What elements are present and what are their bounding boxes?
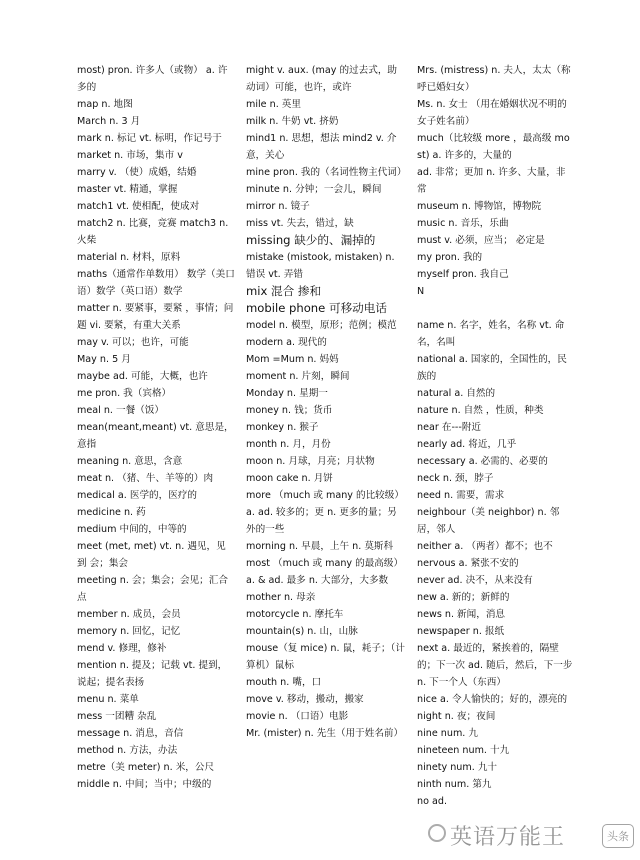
vocab-entry: mother n. 母亲 — [246, 592, 316, 603]
vocab-entry: mirror n. 镜子 — [246, 201, 310, 212]
vocab-entry: mile n. 英里 — [246, 99, 301, 110]
vocab-entry: meaning n. 意思，含意 — [77, 456, 183, 467]
vocab-entry: most （much 或 many 的最高级） a. & ad. 最多 n. 大部分，大多数 — [246, 558, 404, 586]
vocab-entry: moment n. 片刻，瞬间 — [246, 371, 350, 382]
vocab-entry: must v. 必须，应当； 必定是 — [417, 235, 545, 246]
vocab-entry: meat n. （猪、牛、羊等的）肉 — [77, 473, 214, 484]
vocab-entry: much（比较级 more ，最高级 most) a. 许多的，大量的 — [417, 133, 570, 161]
vocab-entry: night n. 夜；夜间 — [417, 711, 496, 722]
vocab-entry: monkey n. 猴子 — [246, 422, 319, 433]
vocab-entry: mountain(s) n. 山，山脉 — [246, 626, 358, 637]
vocab-entry: menu n. 菜单 — [77, 694, 139, 705]
vocab-entry: miss vt. 失去，错过，缺 — [246, 218, 354, 229]
vocab-entry: nature n. 自然 ，性质，种类 — [417, 405, 544, 416]
vocab-entry: myself pron. 我自己 — [417, 269, 509, 280]
vocab-entry — [417, 300, 573, 317]
vocab-entry: no ad. — [417, 796, 448, 807]
vocab-entry: medical a. 医学的，医疗的 — [77, 490, 198, 501]
vocab-entry: newspaper n. 报纸 — [417, 626, 505, 637]
vocab-entry: map n. 地图 — [77, 99, 133, 110]
column-2 — [246, 62, 406, 742]
vocab-entry: N — [417, 286, 425, 297]
vocab-entry: mobile phone 可移动电话 — [246, 301, 387, 315]
vocab-entry: neighbour（美 neighbor) n. 邻居，邻人 — [417, 507, 560, 535]
vocab-entry: maybe ad. 可能，大概，也许 — [77, 371, 208, 382]
column-1 — [77, 62, 235, 793]
vocab-entry: mark n. 标记 vt. 标明，作记号于 — [77, 133, 222, 144]
watermark-text: 英语万能王 — [450, 825, 566, 850]
vocab-entry: nice a. 令人愉快的；好的，漂亮的 — [417, 694, 568, 705]
vocab-entry: moon n. 月球，月亮；月状物 — [246, 456, 375, 467]
watermark — [428, 816, 640, 856]
vocab-entry: medicine n. 药 — [77, 507, 146, 518]
vocab-entry: member n. 成员，会员 — [77, 609, 181, 620]
vocab-entry: mouth n. 嘴，口 — [246, 677, 322, 688]
watermark-logo-icon — [428, 824, 446, 842]
vocab-entry: never ad. 决不，从来没有 — [417, 575, 533, 586]
vocab-entry: nineteen num. 十九 — [417, 745, 510, 756]
vocab-entry: movie n. （口语）电影 — [246, 711, 349, 722]
vocab-entry: mix 混合 掺和 — [246, 284, 322, 298]
vocab-entry: me pron. 我（宾格） — [77, 388, 172, 399]
vocab-entry: nine num. 九 — [417, 728, 478, 739]
vocab-entry: my pron. 我的 — [417, 252, 483, 263]
vocab-entry: nearly ad. 将近，几乎 — [417, 439, 517, 450]
vocab-entry: neither a. （两者）都不；也不 — [417, 541, 553, 552]
vocab-entry: maths（通常作单数用） 数学（美口语）数学（英口语）数学 — [77, 269, 235, 297]
vocab-entry: mess 一团糟 杂乱 — [77, 711, 157, 722]
vocab-entry: museum n. 博物馆，博物院 — [417, 201, 542, 212]
vocab-entry: neck n. 颈，脖子 — [417, 473, 494, 484]
vocab-entry: more （much 或 many 的比较级） a. ad. 较多的；更 n. 更多的量；另外的一些 — [246, 490, 404, 535]
vocab-entry: Mom =Mum n. 妈妈 — [246, 354, 339, 365]
vocab-entry: matter n. 要紧事，要紧 ，事情；问题 vi. 要紧，有重大关系 — [77, 303, 234, 331]
vocab-entry: motorcycle n. 摩托车 — [246, 609, 344, 620]
vocab-entry: master vt. 精通，掌握 — [77, 184, 178, 195]
vocab-entry: necessary a. 必需的、必要的 — [417, 456, 548, 467]
vocab-entry: national a. 国家的，全国性的，民族的 — [417, 354, 567, 382]
vocab-entry: market n. 市场，集市 v — [77, 150, 183, 161]
vocab-entry: Ms. n. 女士 （用在婚姻状况不明的女子姓名前） — [417, 99, 567, 127]
vocab-entry: money n. 钱；货币 — [246, 405, 333, 416]
vocab-entry: new a. 新的；新鲜的 — [417, 592, 510, 603]
vocab-entry: might v. aux. (may 的过去式，助动词）可能，也许，或许 — [246, 65, 398, 93]
vocab-entry: May n. 5 月 — [77, 354, 131, 365]
vocab-entry: March n. 3 月 — [77, 116, 141, 127]
vocab-entry: match2 n. 比赛，竞赛 match3 n. 火柴 — [77, 218, 229, 246]
vocab-entry: music n. 音乐，乐曲 — [417, 218, 509, 229]
vocab-entry: missing 缺少的、漏掉的 — [246, 233, 376, 247]
vocab-entry: move v. 移动，搬动，搬家 — [246, 694, 364, 705]
vocab-entry: match1 vt. 使相配，使成对 — [77, 201, 200, 212]
vocab-entry: method n. 方法，办法 — [77, 745, 178, 756]
vocab-entry: model n. 模型，原形；范例；模范 — [246, 320, 397, 331]
vocab-entry: need n. 需要，需求 — [417, 490, 505, 501]
vocab-entry: news n. 新闻，消息 — [417, 609, 506, 620]
vocab-entry: material n. 材料，原料 — [77, 252, 181, 263]
vocab-entry: mine pron. 我的（名词性物主代词） — [246, 167, 407, 178]
vocab-entry: metre（美 meter) n. 米，公尺 — [77, 762, 215, 773]
vocab-entry: meal n. 一餐（饭） — [77, 405, 164, 416]
vocab-entry: morning n. 早晨，上午 n. 莫斯科 — [246, 541, 394, 552]
vocab-entry: Monday n. 星期一 — [246, 388, 328, 399]
vocab-entry: name n. 名字，姓名，名称 vt. 命名，名叫 — [417, 320, 565, 348]
vocab-entry: Mrs. (mistress) n. 夫人，太太（称呼已婚妇女） — [417, 65, 571, 93]
vocab-entry: natural a. 自然的 — [417, 388, 496, 399]
vocab-entry: mouse（复 mice) n. 鼠，耗子；（计算机）鼠标 — [246, 643, 405, 671]
vocab-entry: meeting n. 会；集会；会见；汇合点 — [77, 575, 228, 603]
vocab-entry: mend v. 修理，修补 — [77, 643, 167, 654]
vocab-entry: modern a. 现代的 — [246, 337, 327, 348]
vocab-entry: next a. 最近的，紧挨着的，隔壁的；下一次 ad. 随后，然后，下一步 n. 下一个人（东西） — [417, 643, 573, 688]
vocab-entry: moon cake n. 月饼 — [246, 473, 333, 484]
column-3 — [417, 62, 573, 810]
vocab-entry: ninth num. 第九 — [417, 779, 492, 790]
vocab-entry: mention n. 提及；记载 vt. 提到，说起；提名表扬 — [77, 660, 228, 688]
vocab-entry: ninety num. 九十 — [417, 762, 498, 773]
vocab-entry: most) pron. 许多人（或物） a. 许多的 — [77, 65, 228, 93]
vocab-entry: marry v. （使）成婚，结婚 — [77, 167, 197, 178]
vocab-entry: Mr. (mister) n. 先生（用于姓名前） — [246, 728, 404, 739]
vocab-entry: may v. 可以；也许，可能 — [77, 337, 189, 348]
vocab-entry: mistake (mistook, mistaken) n. 错误 vt. 弄错 — [246, 252, 395, 280]
vocab-entry: mind1 n. 思想，想法 mind2 v. 介意，关心 — [246, 133, 397, 161]
vocab-entry: milk n. 牛奶 vt. 挤奶 — [246, 116, 339, 127]
vocab-entry: mean(meant,meant) vt. 意思是，意指 — [77, 422, 234, 450]
watermark-badge: 头条 — [602, 824, 634, 848]
vocab-entry: near 在---附近 — [417, 422, 482, 433]
vocab-entry: nervous a. 紧张不安的 — [417, 558, 519, 569]
vocab-entry: minute n. 分钟；一会儿，瞬间 — [246, 184, 382, 195]
vocab-entry: ad. 非常；更加 n. 许多、大量，非常 — [417, 167, 566, 195]
vocab-entry: middle n. 中间；当中；中级的 — [77, 779, 212, 790]
vocab-entry: message n. 消息，音信 — [77, 728, 184, 739]
vocab-entry: medium 中间的，中等的 — [77, 524, 187, 535]
vocab-entry: month n. 月，月份 — [246, 439, 331, 450]
vocab-entry: meet (met, met) vt. n. 遇见，见到 会；集会 — [77, 541, 226, 569]
vocab-entry: memory n. 回忆，记忆 — [77, 626, 181, 637]
